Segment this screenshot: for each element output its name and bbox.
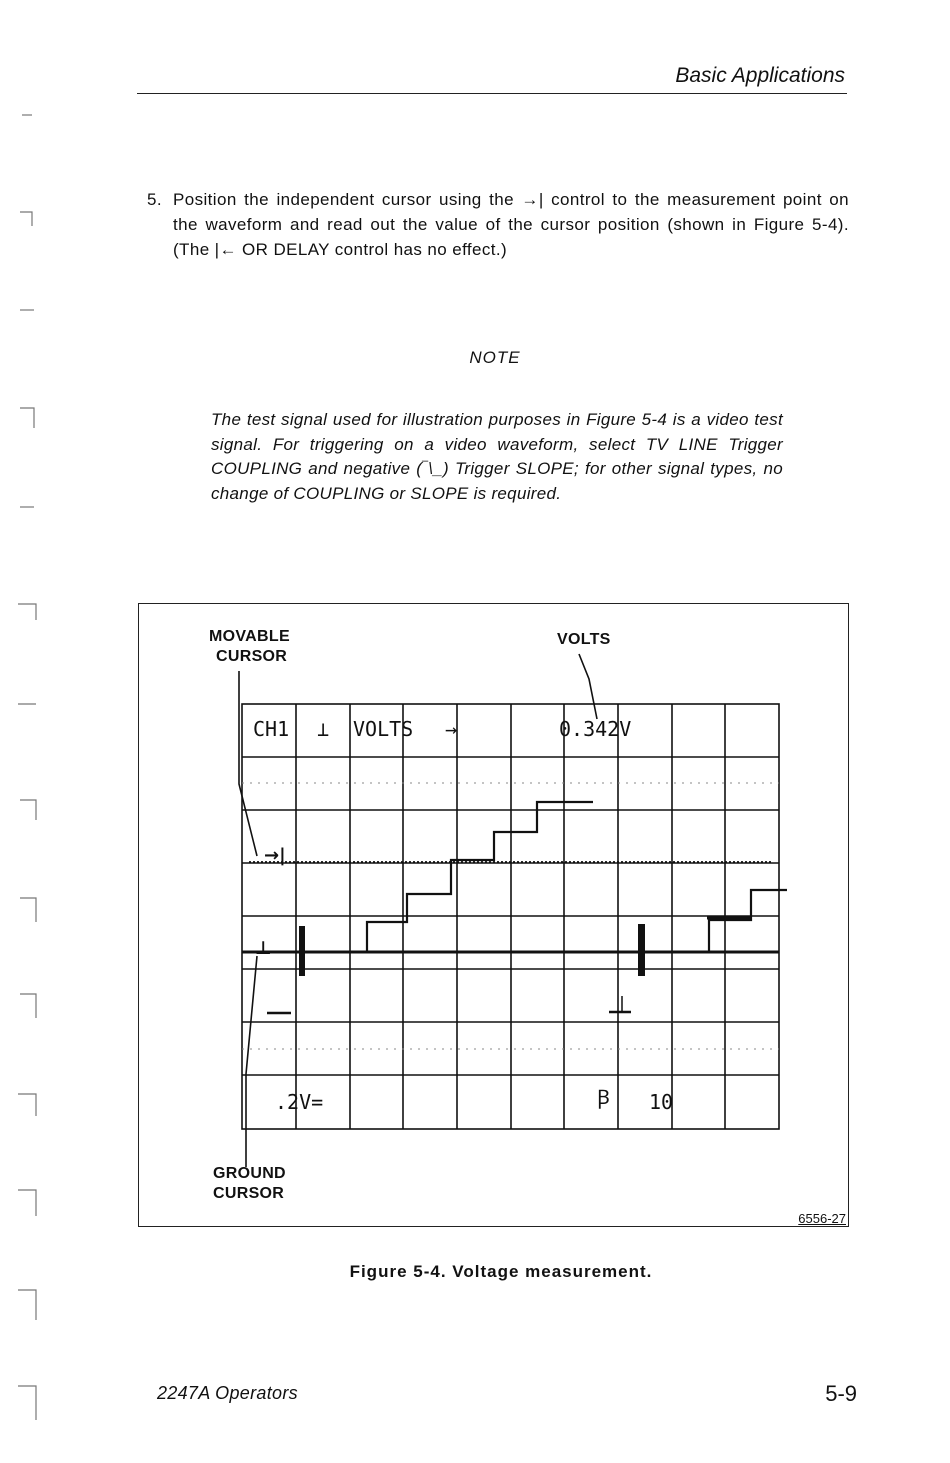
- footer-manual-title: 2247A Operators: [157, 1383, 298, 1403]
- staircase-waveform: [242, 802, 593, 952]
- figure-box: [138, 603, 849, 1227]
- screen-mode-readout: VOLTS: [353, 717, 414, 741]
- running-header: Basic Applications: [675, 64, 845, 87]
- waveform-tail: [659, 890, 787, 952]
- delta-symbol-icon: ⊥: [317, 717, 330, 741]
- ground-cursor-label-line2: CURSOR: [213, 1185, 285, 1202]
- procedure-step: [147, 187, 849, 262]
- scan-edge-marks: [14, 0, 40, 1463]
- delta-cursor-icon: ⊥: [255, 938, 272, 959]
- volts-leader: [579, 654, 597, 719]
- sync-pulse-2: [638, 924, 645, 976]
- arrow-cursor-icon: →: [445, 717, 458, 741]
- independent-cursor-icon: →|: [264, 845, 286, 866]
- note-body: The test signal used for illustration purposes in Figure 5-4 is a video test signal. For triggering on a video waveform, select TV LINE Trigger COUPLING and negative (‾\_) Trigger SLOPE; for other signal types, no change of COUPLING or SLOPE is required.: [211, 410, 783, 503]
- volts-label: VOLTS: [557, 631, 611, 648]
- screen-scale-readout: .2V=: [275, 1090, 324, 1114]
- ground-cursor-leader: [246, 956, 257, 1167]
- header-rule: [137, 93, 847, 94]
- note-title: NOTE: [469, 348, 521, 367]
- figure-caption: Figure 5-4. Voltage measurement.: [349, 1262, 653, 1281]
- screen-volts-readout: 0.342V: [559, 717, 632, 741]
- screen-channel-readout: CH1: [253, 717, 290, 741]
- screen-timebase-readout: 10: [649, 1090, 674, 1114]
- movable-cursor-label-line2: CURSOR: [216, 648, 288, 665]
- ground-cursor-label-line1: GROUND: [213, 1165, 286, 1182]
- page-number: 5-9: [825, 1381, 857, 1406]
- graticule: [242, 704, 779, 1129]
- movable-cursor-label-line1: MOVABLE: [209, 628, 290, 645]
- figure-id: 6556-27: [798, 1211, 846, 1226]
- step-number: 5.: [147, 190, 162, 209]
- step-text: Position the independent cursor using the →| control to the measurement point on the waveform and read out the value of the cursor position (shown in Figure 5-4). (The |← OR DELAY control has no effect.): [173, 190, 849, 259]
- oscilloscope-screen: [139, 604, 848, 1226]
- timebase-icon: Ꞵ: [597, 1085, 610, 1109]
